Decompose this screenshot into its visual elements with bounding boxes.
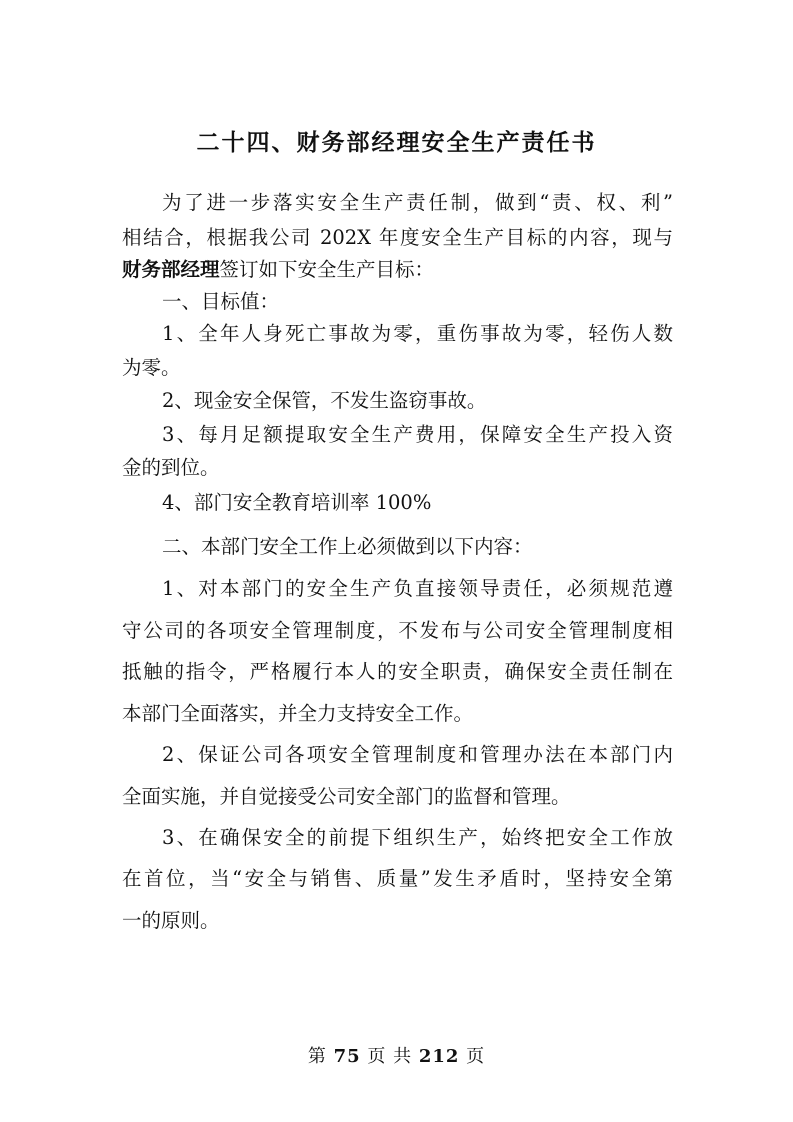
- section-1-item-2: 2、现金安全保管，不发生盗窃事故。: [162, 389, 487, 412]
- section-2-item-1-line-1: 1、对本部门的安全生产负直接领导责任，必须规范遵: [162, 577, 673, 600]
- party-name: 财务部经理: [122, 258, 220, 281]
- intro-line-3-rest: 签订如下安全生产目标：: [219, 258, 435, 281]
- section-1-item-4: 4、部门安全教育培训率 100%: [162, 491, 432, 514]
- section-1-item-3-line-2: 金的到位。: [122, 456, 220, 479]
- section-2-item-2-line-2: 全面实施，并自觉接受公司安全部门的监督和管理。: [122, 785, 571, 808]
- footer-suffix: 页: [466, 1046, 486, 1067]
- page-footer: [0, 1042, 793, 1068]
- section-2-item-1-line-4: 本部门全面落实，并全力支持安全工作。: [122, 702, 474, 725]
- section-2-item-3-line-3: 一的原则。: [122, 909, 220, 932]
- document-title: 二十四、财务部经理安全生产责任书: [196, 129, 597, 156]
- section-2-item-3-line-2: 在首位，当“安全与销售、质量”发生矛盾时，坚持安全第: [122, 867, 673, 890]
- footer-prefix: 第: [307, 1046, 327, 1067]
- section-2-item-3-line-1: 3、在确保安全的前提下组织生产，始终把安全工作放: [162, 826, 673, 849]
- section-1-item-1-line-1: 1、全年人身死亡事故为零，重伤事故为零，轻伤人数: [162, 322, 673, 345]
- intro-line-1: 为了进一步落实安全生产责任制，做到“责、权、利”: [162, 191, 673, 214]
- intro-line-2: 相结合，根据我公司 202X 年度安全生产目标的内容，现与: [122, 226, 673, 249]
- section-2-item-2-line-1: 2、保证公司各项安全管理制度和管理办法在本部门内: [162, 743, 673, 766]
- section-2-heading: 二、本部门安全工作上必须做到以下内容：: [162, 535, 533, 558]
- total-page-count: 212: [418, 1046, 460, 1067]
- footer-middle: 页 共: [367, 1046, 413, 1067]
- section-1-item-1-line-2: 为零。: [122, 356, 181, 379]
- section-1-heading: 一、目标值：: [162, 290, 280, 313]
- current-page-number: 75: [333, 1046, 361, 1067]
- intro-line-3: [122, 258, 673, 282]
- section-2-item-1-line-3: 抵触的指令，严格履行本人的安全职责，确保安全责任制在: [122, 660, 673, 683]
- section-1-item-3-line-1: 3、每月足额提取安全生产费用，保障安全生产投入资: [162, 423, 673, 446]
- section-2-item-1-line-2: 守公司的各项安全管理制度，不发布与公司安全管理制度相: [122, 619, 673, 642]
